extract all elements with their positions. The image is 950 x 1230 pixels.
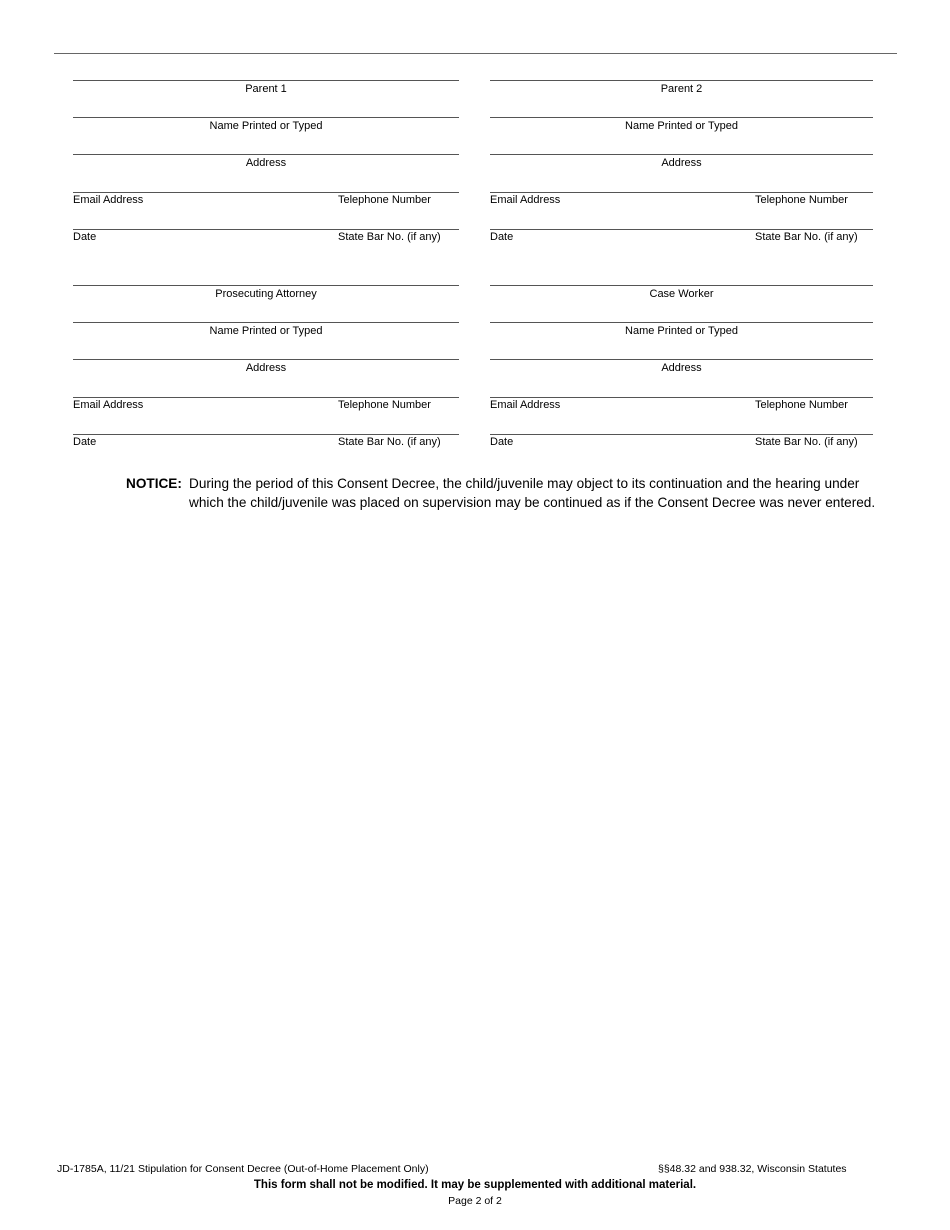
- address-line[interactable]: [490, 359, 873, 360]
- email-label: Email Address: [73, 399, 144, 411]
- address-caption: Address: [245, 157, 287, 169]
- email-label: Email Address: [490, 399, 561, 411]
- consent-decree-notice: [126, 474, 886, 512]
- email-telephone-line[interactable]: [490, 397, 873, 398]
- role-caption: Case Worker: [649, 288, 714, 300]
- address-caption: Address: [661, 157, 702, 169]
- date-label: Date: [490, 436, 514, 448]
- name-caption: Name Printed or Typed: [625, 325, 738, 337]
- name-line[interactable]: [490, 117, 873, 118]
- notice-text: During the period of this Consent Decree, the child/juvenile may object to its continuation and the hearing under which the child/juvenile was placed on supervision may be continued as if the Consent Decree was never entered.: [189, 476, 876, 510]
- signature-line[interactable]: [73, 80, 459, 81]
- date-bar-line[interactable]: [73, 434, 459, 435]
- name-line[interactable]: [73, 117, 459, 118]
- date-label: Date: [73, 231, 97, 243]
- address-caption: Address: [245, 362, 287, 374]
- email-telephone-line[interactable]: [73, 192, 459, 193]
- signature-line[interactable]: [490, 80, 873, 81]
- address-line[interactable]: [73, 154, 459, 155]
- role-caption: Prosecuting Attorney: [215, 288, 317, 300]
- address-line[interactable]: [490, 154, 873, 155]
- signature-line[interactable]: [73, 285, 459, 286]
- date-bar-line[interactable]: [490, 229, 873, 230]
- date-bar-line[interactable]: [73, 229, 459, 230]
- name-caption: Name Printed or Typed: [209, 325, 323, 337]
- role-caption: Parent 2: [660, 83, 703, 95]
- date-label: Date: [73, 436, 97, 448]
- address-caption: Address: [661, 362, 702, 374]
- state-bar-label: State Bar No. (if any): [338, 231, 441, 243]
- footer-form-id: JD-1785A, 11/21 Stipulation for Consent Decree (Out-of-Home Placement Only): [57, 1163, 429, 1175]
- notice-label: NOTICE:: [126, 476, 182, 491]
- date-label: Date: [490, 231, 514, 243]
- role-caption: Parent 1: [245, 83, 287, 95]
- email-telephone-line[interactable]: [490, 192, 873, 193]
- date-bar-line[interactable]: [490, 434, 873, 435]
- name-caption: Name Printed or Typed: [625, 120, 738, 132]
- footer-modification-notice: This form shall not be modified. It may be supplemented with additional material.: [253, 1179, 697, 1191]
- footer-statutes: §§48.32 and 938.32, Wisconsin Statutes: [658, 1163, 847, 1175]
- state-bar-label: State Bar No. (if any): [755, 436, 858, 448]
- telephone-label: Telephone Number: [755, 399, 848, 411]
- telephone-label: Telephone Number: [338, 194, 431, 206]
- email-telephone-line[interactable]: [73, 397, 459, 398]
- signature-line[interactable]: [490, 285, 873, 286]
- state-bar-label: State Bar No. (if any): [755, 231, 858, 243]
- email-label: Email Address: [490, 194, 561, 206]
- footer-page-number: Page 2 of 2: [448, 1195, 502, 1207]
- email-label: Email Address: [73, 194, 144, 206]
- name-caption: Name Printed or Typed: [209, 120, 323, 132]
- telephone-label: Telephone Number: [338, 399, 431, 411]
- address-line[interactable]: [73, 359, 459, 360]
- top-rule: [54, 53, 897, 54]
- telephone-label: Telephone Number: [755, 194, 848, 206]
- state-bar-label: State Bar No. (if any): [338, 436, 441, 448]
- name-line[interactable]: [73, 322, 459, 323]
- name-line[interactable]: [490, 322, 873, 323]
